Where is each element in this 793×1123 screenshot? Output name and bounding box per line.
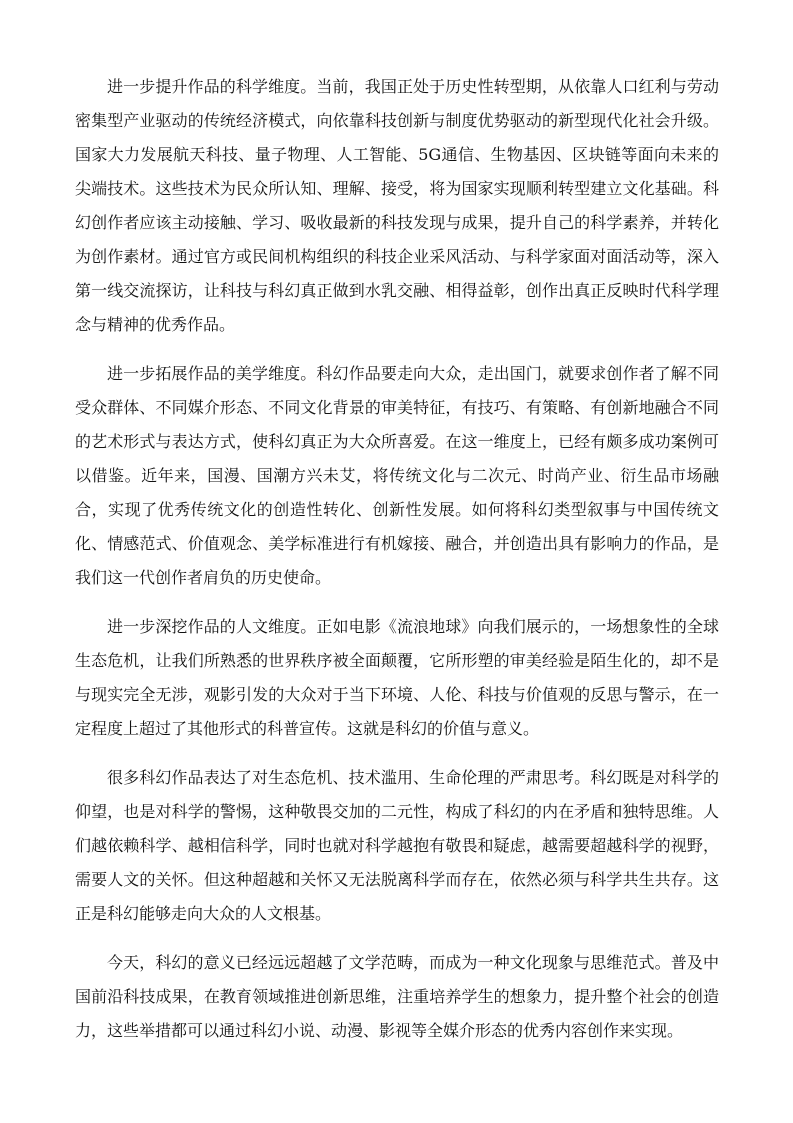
paragraph-scifi-reflection: 很多科幻作品表达了对生态危机、技术滥用、生命伦理的严肃思考。科幻既是对科学的仰望，也是对科学的警惕，这种敬畏交加的二元性，构成了科幻的内在矛盾和独特思维。人们越依赖科学、越相信科学，同时也就对科学越抱有敬畏和疑虑，越需要超越科学的视野，需要人文的关怀。但这种超越和关怀又无法脱离科学而存在，依然必须与科学共生共存。这正是科幻能够走向大众的人文根基。 (75, 768, 719, 923)
paragraph-scifi-significance: 今天，科幻的意义已经远远超越了文学范畴，而成为一种文化现象与思维范式。普及中国前沿科技成果，在教育领域推进创新思维，注重培养学生的想象力，提升整个社会的创造力，这些举措都可以通过科幻小说、动漫、影视等全媒介形态的优秀内容创作来实现。 (75, 953, 719, 1040)
paragraph-humanistic-dimension: 进一步深挖作品的人文维度。正如电影《流浪地球》向我们展示的，一场想象性的全球生态危机，让我们所熟悉的世界秩序被全面颠覆，它所形塑的审美经验是陌生化的，却不是与现实完全无涉，观影引发的大众对于当下环境、人伦、科技与价值观的反思与警示，在一定程度上超过了其他形式的科普宣传。这就是科幻的价值与意义。 (75, 617, 719, 738)
document-body (75, 70, 719, 1063)
paragraph-science-dimension: 进一步提升作品的科学维度。当前，我国正处于历史性转型期，从依靠人口红利与劳动密集型产业驱动的传统经济模式，向依靠科技创新与制度优势驱动的新型现代化社会升级。国家大力发展航天科技、量子物理、人工智能、5G通信、生物基因、区块链等面向未来的尖端技术。这些技术为民众所认知、理解、接受，将为国家实现顺利转型建立文化基础。科幻创作者应该主动接触、学习、吸收最新的科技发现与成果，提升自己的科学素养，并转化为创作素材。通过官方或民间机构组织的科技企业采风活动、与科学家面对面活动等，深入第一线交流探访，让科技与科幻真正做到水乳交融、相得益彰，创作出真正反映时代科学理念与精神的优秀作品。 (75, 77, 719, 334)
paragraph-aesthetic-dimension: 进一步拓展作品的美学维度。科幻作品要走向大众，走出国门，就要求创作者了解不同受众群体、不同媒介形态、不同文化背景的审美特征，有技巧、有策略、有创新地融合不同的艺术形式与表达方式，使科幻真正为大众所喜爱。在这一维度上，已经有颇多成功案例可以借鉴。近年来，国漫、国潮方兴未艾，将传统文化与二次元、时尚产业、衍生品市场融合，实现了优秀传统文化的创造性转化、创新性发展。如何将科幻类型叙事与中国传统文化、情感范式、价值观念、美学标准进行有机嫁接、融合，并创造出具有影响力的作品，是我们这一代创作者肩负的历史使命。 (75, 364, 719, 587)
